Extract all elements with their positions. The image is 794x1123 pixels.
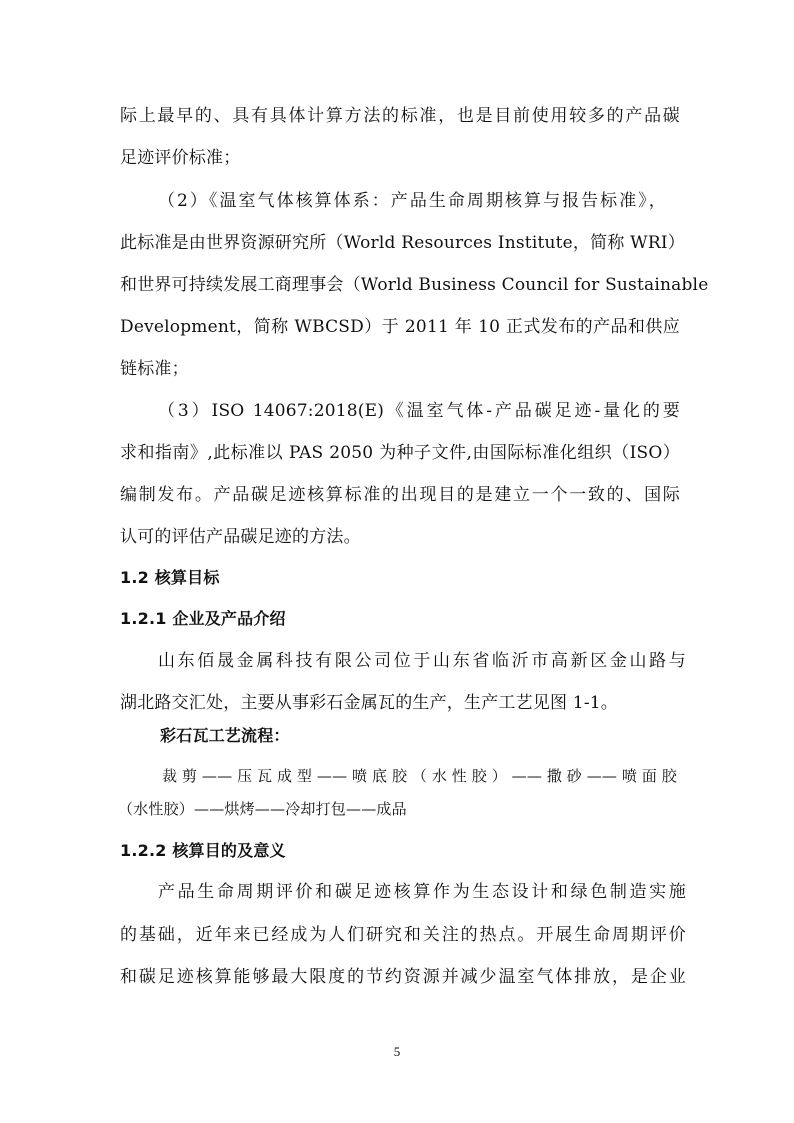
body-line: 山东佰晟金属科技有限公司位于山东省临沂市高新区金山路与 <box>158 651 686 671</box>
body-line: 求和指南》,此标准以 PAS 2050 为种子文件,由国际标准化组织（ISO） <box>120 443 680 463</box>
body-line: 的基础，近年来已经成为人们研究和关注的热点。开展生命周期评价 <box>120 925 686 945</box>
body-line: 此标准是由世界资源研究所（World Resources Institute，简称 WRI） <box>120 233 685 253</box>
body-line: 和世界可持续发展工商理事会（World Business Council for Sustainable <box>120 275 709 295</box>
body-line: 链标准； <box>120 359 189 379</box>
process-title: 彩石瓦工艺流程： <box>160 726 290 745</box>
section-heading-1-2-1: 1.2.1 企业及产品介绍 <box>120 609 286 628</box>
body-line: 和碳足迹核算能够最大限度的节约资源并减少温室气体排放，是企业 <box>120 967 686 987</box>
process-flow-line: （水性胶）——烘烤——冷却打包——成品 <box>118 800 407 818</box>
body-line: 湖北路交汇处，主要从事彩石金属瓦的生产，生产工艺见图 1-1。 <box>120 693 618 713</box>
section-heading-1-2-2: 1.2.2 核算目的及意义 <box>120 841 286 860</box>
process-flow-line: 裁剪——压瓦成型——喷底胶（水性胶）——撒砂——喷面胶 <box>162 767 677 785</box>
body-line: 际上最早的、具有具体计算方法的标准，也是目前使用较多的产品碳 <box>120 106 680 126</box>
page-number: 5 <box>393 1044 401 1059</box>
body-line: 编制发布。产品碳足迹核算标准的出现目的是建立一个一致的、国际 <box>120 485 680 505</box>
body-line: 足迹评价标准； <box>120 148 241 168</box>
body-line: Development，简称 WBCSD）于 2011 年 10 正式发布的产品和供应 <box>120 317 680 337</box>
list-item-3-line: （3）ISO 14067:2018(E)《温室气体-产品碳足迹-量化的要 <box>158 401 680 421</box>
section-heading-1-2: 1.2 核算目标 <box>120 568 220 587</box>
body-line: 产品生命周期评价和碳足迹核算作为生态设计和绿色制造实施 <box>158 882 686 902</box>
body-line: 认可的评估产品碳足迹的方法。 <box>120 527 361 547</box>
list-item-2-line: （2）《温室气体核算体系：产品生命周期核算与报告标准》， <box>158 191 666 211</box>
